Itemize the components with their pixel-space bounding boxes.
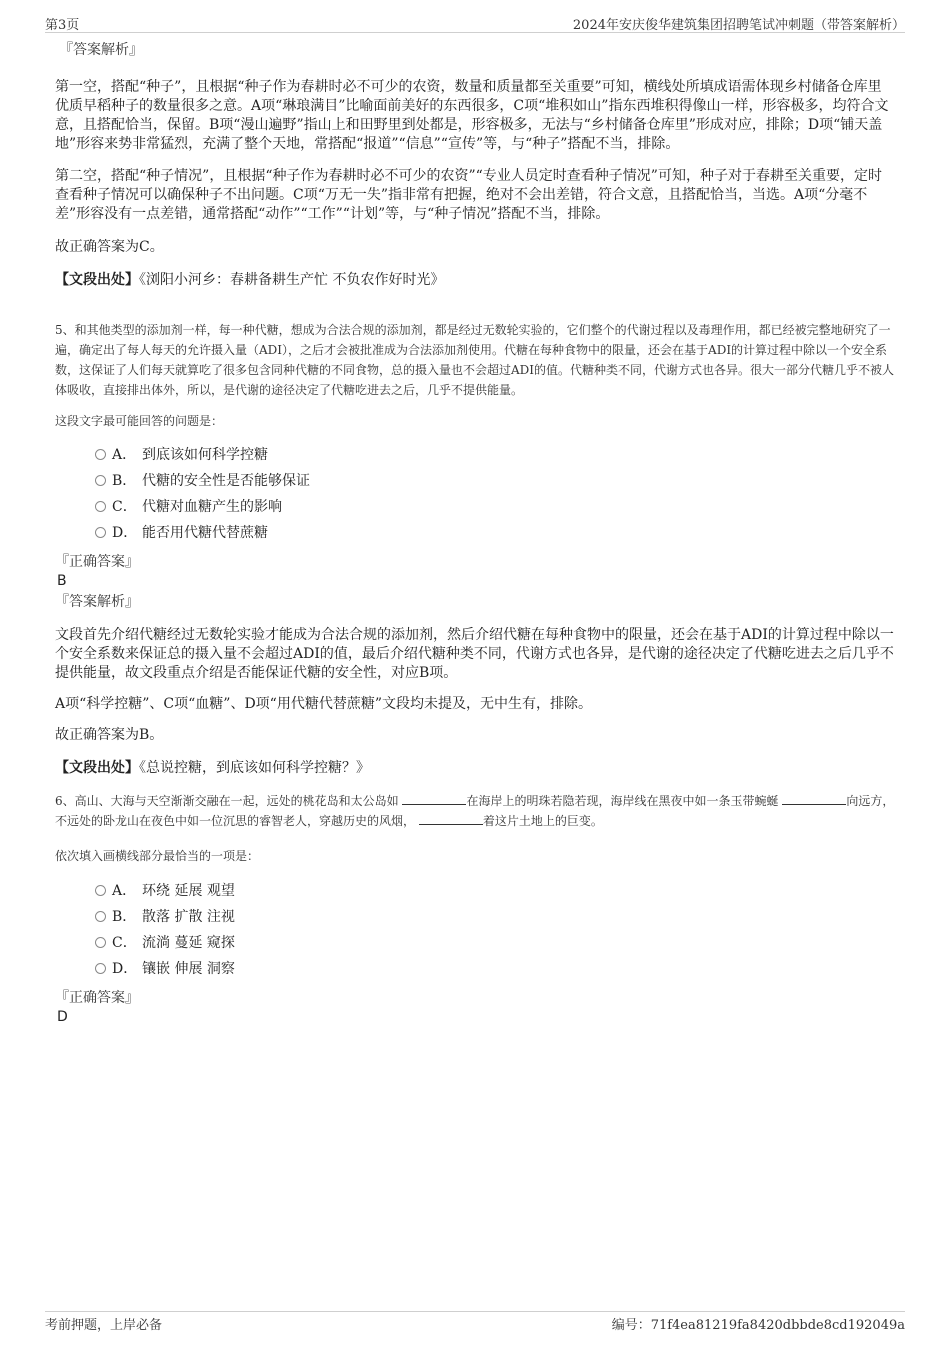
page-header: [45, 12, 905, 33]
option-a[interactable]: A． 环绕 延展 观望: [95, 878, 895, 904]
option-c[interactable]: C． 代糖对血糖产生的影响: [95, 494, 895, 520]
page-content: [55, 40, 895, 1026]
fill-blank: [402, 792, 466, 805]
question-text: 5、和其他类型的添加剂一样，每一种代糖，想成为合法合规的添加剂，都是经过无数轮实验的，它们整个的代谢过程以及毒理作用，都已经被完整地研究了一遍，确定出了每人每天的允许摄入量（ADI），之后才会被批准成为合法添加剂使用。代糖在每种食物中的限量，还会在基于ADI的计算过程中除以一个安全系数，这保证了人们每天就算吃了很多包含同种代糖的不同食物，总的摄入量也不会超过ADI的值。代糖种类不同，代谢方式也各异。很大一部分代糖几乎不被人体吸收，直接排出体外，所以，是代谢的途径决定了代糖吃进去之后，几乎不提供能量。: [55, 323, 895, 397]
answer-label: 『正确答案』: [55, 554, 139, 570]
radio-icon[interactable]: [95, 527, 106, 538]
radio-icon[interactable]: [95, 501, 106, 512]
analysis-label: 『答案解析』: [55, 594, 139, 610]
option-d[interactable]: D． 镶嵌 伸展 洞察: [95, 956, 895, 982]
source-label: 【文段出处】: [55, 272, 139, 288]
analysis-label: 『答案解析』: [59, 42, 143, 58]
question-6: [55, 791, 895, 1026]
radio-icon[interactable]: [95, 937, 106, 948]
source-text: 《总说控糖，到底该如何科学控糖？》: [139, 760, 370, 776]
page-footer: [45, 1311, 905, 1336]
option-list: [55, 442, 895, 546]
analysis-paragraph: 文段首先介绍代糖经过无数轮实验才能成为合法合规的添加剂，然后介绍代糖在每种食物中的限量，还会在基于ADI的计算过程中除以一个安全系数来保证总的摄入量不会超过ADI的值，最后介绍代糖种类不同，代谢方式也各异，是代谢的途径决定了代糖吃进去之后几乎不提供能量，故文段重点介绍是否能保证代糖的安全性，对应B项。: [55, 627, 894, 681]
document-title: 2024年安庆俊华建筑集团招聘笔试冲刺题（带答案解析）: [572, 18, 905, 33]
conclusion: 故正确答案为C。: [55, 239, 164, 255]
question-prompt: 依次填入画横线部分最恰当的一项是：: [55, 849, 260, 863]
document-code: 编号：71f4ea81219fa8420dbbde8cd192049a: [611, 1318, 905, 1333]
analysis-paragraph: 第一空，搭配“种子”，且根据“种子作为春耕时必不可少的农资，数量和质量都至关重要”可知，横线处所填成语需体现乡村储备仓库里优质早稻种子的数量很多之意。A项“琳琅满目”比喻面前美好的东西很多，C项“堆积如山”指东西堆积得像山一样，形容极多，均符合文意，且搭配恰当，保留。B项“漫山遍野”指山上和田野里到处都是，形容极多，无法与“乡村储备仓库里”形成对应，排除；D项“铺天盖地”形容来势非常猛烈，充满了整个天地，常搭配“报道”“信息”“宣传”等，与“种子”搭配不当，排除。: [55, 79, 889, 152]
q4-analysis: [55, 40, 895, 290]
question-5: [55, 320, 895, 778]
radio-icon[interactable]: [95, 449, 106, 460]
source-line: [55, 270, 895, 290]
option-b[interactable]: B． 代糖的安全性是否能够保证: [95, 468, 895, 494]
option-c[interactable]: C． 流淌 蔓延 窥探: [95, 930, 895, 956]
radio-icon[interactable]: [95, 475, 106, 486]
page-number: 第3页: [45, 18, 80, 33]
source-text: 《浏阳小河乡：春耕备耕生产忙 不负农作好时光》: [139, 272, 445, 288]
radio-icon[interactable]: [95, 885, 106, 896]
option-b[interactable]: B． 散落 扩散 注视: [95, 904, 895, 930]
fill-blank: [782, 792, 846, 805]
question-text: 6、高山、大海与天空渐渐交融在一起，远处的桃花岛和太公岛如 在海岸上的明珠若隐若现，海岸线在黑夜中如一条玉带蜿蜒 向远方，不远处的卧龙山在夜色中如一位沉思的睿智老人，穿越历史的风烟， 着这片土地上的巨变。: [55, 794, 895, 828]
source-line: [55, 758, 895, 778]
question-prompt: 这段文字最可能回答的问题是：: [55, 414, 224, 428]
analysis-paragraph: 第二空，搭配“种子情况”，且根据“种子作为春耕时必不可少的农资”“专业人员定时查看种子情况”可知，种子对于春耕至关重要，定时查看种子情况可以确保种子不出问题。C项“万无一失”指非常有把握，绝对不会出差错，符合文意，且搭配恰当，当选。A项“分毫不差”形容没有一点差错，通常搭配“动作”“工作”“计划”等，与“种子情况”搭配不当，排除。: [55, 168, 882, 222]
answer-label: 『正确答案』: [55, 990, 139, 1006]
answer-value: B: [57, 573, 67, 589]
option-a[interactable]: A． 到底该如何科学控糖: [95, 442, 895, 468]
answer-value: D: [57, 1009, 68, 1025]
source-label: 【文段出处】: [55, 760, 139, 776]
footer-slogan: 考前押题，上岸必备: [45, 1318, 163, 1333]
conclusion: 故正确答案为B。: [55, 727, 164, 743]
option-list: [55, 878, 895, 982]
radio-icon[interactable]: [95, 963, 106, 974]
fill-blank: [419, 812, 483, 825]
option-d[interactable]: D． 能否用代糖代替蔗糖: [95, 520, 895, 546]
radio-icon[interactable]: [95, 911, 106, 922]
analysis-paragraph: A项“科学控糖”、C项“血糖”、D项“用代糖代替蔗糖”文段均未提及，无中生有，排除。: [55, 696, 592, 712]
